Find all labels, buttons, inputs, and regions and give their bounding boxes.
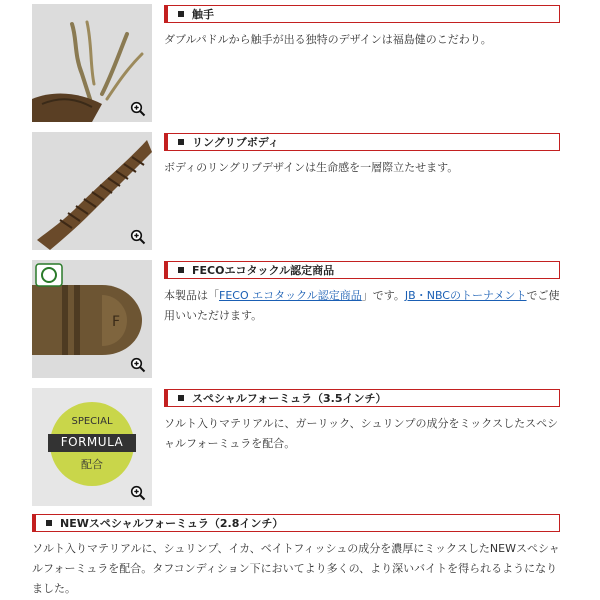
- feco-image[interactable]: [32, 260, 152, 378]
- feature-ringrib: [32, 128, 562, 253]
- section-heading: スペシャルフォーミュラ（3.5インチ）: [164, 389, 560, 407]
- section-heading: FECOエコタックル認定商品: [164, 261, 560, 279]
- formula-badge-line2: FORMULA: [60, 435, 124, 449]
- section-description: 本製品は「FECO エコタックル認定商品」です。JB・NBCのトーナメントでご使用いいただけます。: [164, 289, 560, 322]
- formula-image[interactable]: [32, 388, 152, 506]
- section-description: ダブルパドルから触手が出る独特のデザインは福島健のこだわり。: [164, 33, 492, 46]
- zoom-icon[interactable]: [130, 229, 146, 245]
- feco-link[interactable]: FECO エコタックル認定商品: [219, 289, 362, 302]
- section-heading-wide: NEWスペシャルフォーミュラ（2.8インチ）: [32, 514, 560, 532]
- tentacle-image[interactable]: [32, 4, 152, 122]
- feco-lure-letter: F: [112, 314, 121, 330]
- section-description-wide: ソルト入りマテリアルに、シュリンプ、イカ、ベイトフィッシュの成分を濃厚にミックスしたNEWスペシャルフォーミュラを配合。タフコンディション下においてより多くの、より深いバイトを得られるようになりました。: [32, 542, 560, 595]
- feature-tentacle: [32, 0, 562, 125]
- zoom-icon[interactable]: [130, 357, 146, 373]
- bullet-icon: [178, 395, 184, 401]
- zoom-icon[interactable]: [130, 101, 146, 117]
- bullet-icon: [178, 139, 184, 145]
- bullet-icon: [46, 520, 52, 526]
- section-heading: 触手: [164, 5, 560, 23]
- bullet-icon: [178, 267, 184, 273]
- bullet-icon: [178, 11, 184, 17]
- formula-badge-line1: SPECIAL: [71, 416, 113, 427]
- section-heading: リングリブボディ: [164, 133, 560, 151]
- feature-special-formula: [32, 384, 562, 509]
- zoom-icon[interactable]: [130, 485, 146, 501]
- section-description: ソルト入りマテリアルに、ガーリック、シュリンプの成分をミックスしたスペシャルフォーミュラを配合。: [164, 417, 559, 450]
- tournament-link[interactable]: JB・NBCのトーナメント: [404, 289, 527, 302]
- ringrib-image[interactable]: [32, 132, 152, 250]
- section-description: ボディのリングリブデザインは生命感を一層際立たせます。: [164, 161, 459, 174]
- feature-feco: [32, 256, 562, 381]
- formula-badge-line3: 配合: [81, 458, 103, 471]
